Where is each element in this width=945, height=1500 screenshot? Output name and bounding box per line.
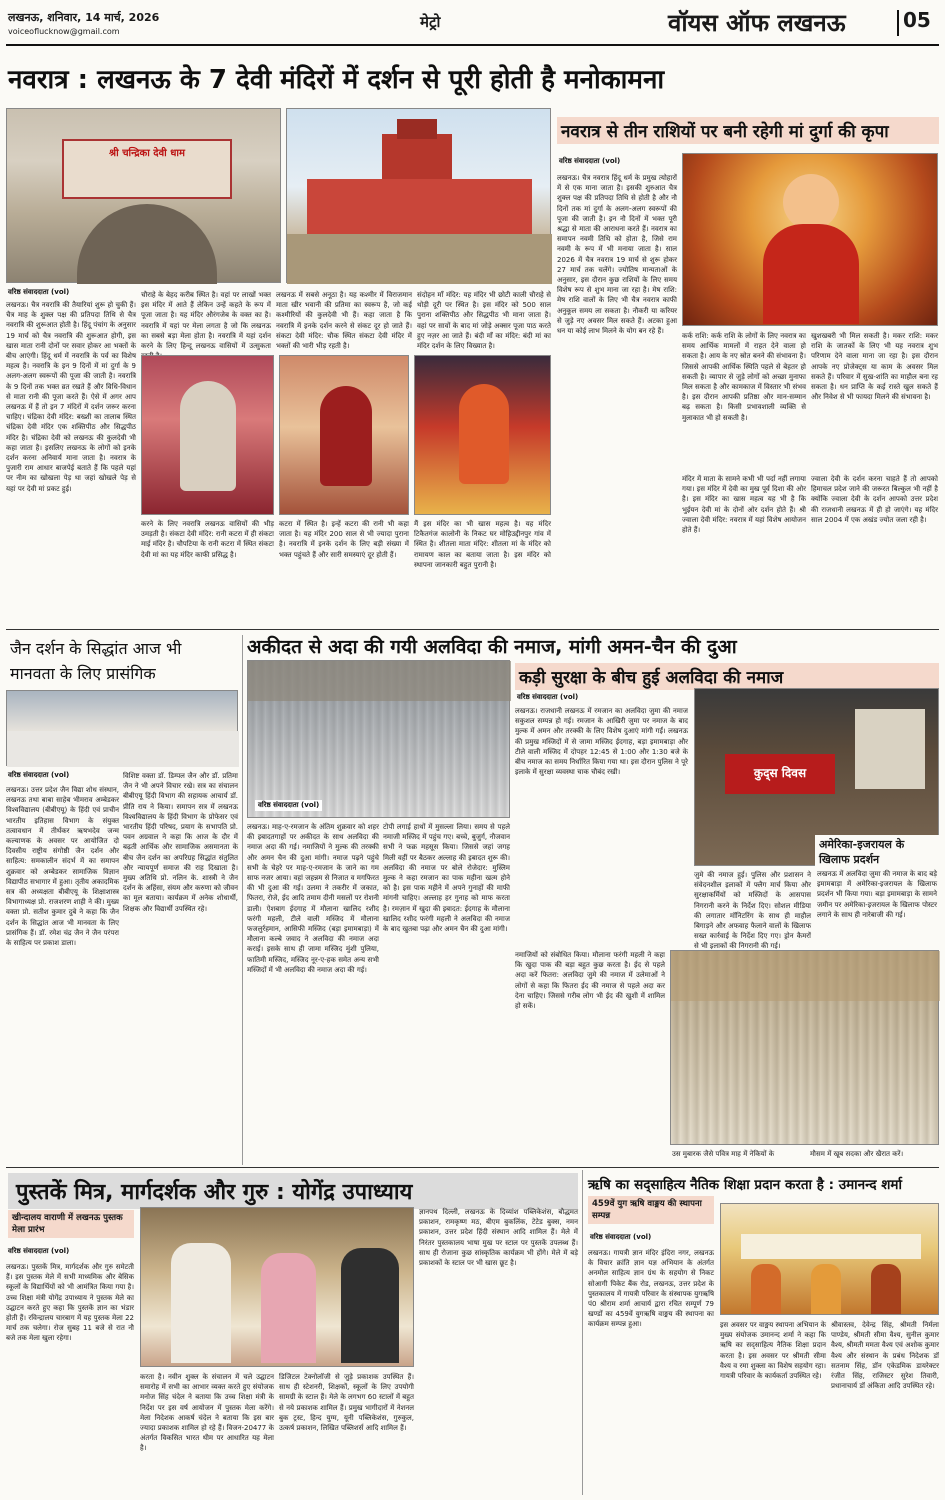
- goddess-photo-1: [141, 355, 274, 515]
- durga-col2b: मंदिर में माता के सामने कभी भी पर्दा नहीं लगाया गया। इस मंदिर में देवी का मुख पूर्व दिशा की ओर है। इस मंदिर का खास महत्व यह भी है कि भुईयन देवी मां के दोनों ओर दर्शन होते हैं। श्री ज्वाला देवी मंदिर: नवरात्र में यहां विशेष आयोजन होते हैं।: [682, 475, 806, 535]
- rishi-col1: लखनऊ। गायत्री ज्ञान मंदिर इंदिरा नगर, लखनऊ के विचार क्रांति ज्ञान यज्ञ अभियान के अंतर्गत अनमोल साहित्य ज्ञान ग्रंथ के सहयोग से निकट सोआगी पिकेट बैंक रोड, लखनऊ, उत्तर प्रदेश के पुस्तकालय में गायत्री परिवार के संस्थापक युगऋषि पं0 श्रीराम शर्मा आचार्य द्वारा रचित सम्पूर्ण 79 खण्डों का 459वें युगऋषि वाङ्मय की स्थापना का कार्यक्रम सम्पन्न हुआ।: [588, 1249, 714, 1329]
- dateline: लखनऊ, शनिवार, 14 मार्च, 2026: [8, 11, 160, 24]
- lead-col3: लखनऊ में सबसे अनूठा है। यह कश्मीर में विराजमान माता खीर भवानी की प्रतिमा का स्वरूप है, जो कई कश्मीरियों की कुलदेवी भी हैं। कहा जाता है कि नवरात्रि में इनके दर्शन करने से संकट दूर हो जाते हैं। संकटा देवी मंदिर: चौक स्थित संकटा देवी मंदिर में भक्तों की भारी भीड़ रहती है।: [276, 291, 412, 351]
- alvida-col1: लखनऊ। माह-ए-रमजान के अंतिम शुक्रवार को शहर की इबादतगाहों पर अकीदत के साथ अलविदा की नमाज अदा की गई। नमाजियों ने मुल्क की तरक्की और अमन चैन की दुआ मांगी। नमाज पढ़ने पहुंचे सभी के चेहरे पर माह-ए-रमजान के जाने का गम साफ नजर आया। वहां जहन्नम से निजात व मगफिरत की भी दुआ की गई। उलमा ने तकरीर में जकात, फितरा, रोजे, ईद आदि तमाम दीनी मसलों पर रोशनी डाली। ऐशबाग ईदगाह में मौलाना खालिद रशीद फरंगी महली, टीले वाली मस्जिद में मौलाना फजलुर्रहमान, आसिफी मस्जिद (बड़ा इमामबाड़ा) में मौलाना कल्बे जवाद ने अलविदा की नमाज अदा कराई। इसके साथ ही जामा मस्जिद मुंशी पुलिया, फातिमी मस्जिद, मस्जिद नूर-ए-हक समेत अन्य सभी मस्जिदों में भी अलविदा की नमाज अदा की गई।: [247, 823, 379, 974]
- jain-byline: वरिष्ठ संवाददाता (vol): [8, 771, 70, 779]
- book-fair-photo: [140, 1207, 414, 1367]
- divider-2: [6, 1167, 939, 1168]
- rishi-col2: इस अवसर पर वाङ्मय स्थापना अभियान के मुख्य संयोजक उमानन्द शर्मा ने कहा कि ऋषि का सद्साहित्य नैतिक शिक्षा प्रदान करता है। इस अवसर पर श्रीमती सीमा वैश्य व रमा शुक्ला का विशेष सहयोग रहा। गायत्री परिवार के कार्यकर्ता उपस्थित रहे।: [720, 1321, 826, 1381]
- lead-col4: संदोहन माँ मंदिर: यह मंदिर भी छोटी काली चौराहे से थोड़ी दूरी पर स्थित है। इस मंदिर को 500 साल पुराना शक्तिपीठ और सिद्धपीठ भी माना जाता है। वहां पर सावों के बाद मां जोड़े अक्सर पूजा पाठ करते हुए नज़र आ जाते हैं। बंदी माँ का मंदिर: बंदी मां का मंदिर दर्शन के लिए विख्यात है।: [417, 291, 551, 351]
- lead-col3b: कटरा में स्थित है। इन्हें कटरा की रानी भी कहा जाता है। यह मंदिर 200 साल से भी ज्यादा पुराना है। नवरात्रि में इनके दर्शन के लिए बड़ी संख्या में भक्त पहुंचते हैं और सारी समस्याएं दूर होती हैं।: [279, 520, 409, 559]
- durga-headline: नवरात्र से तीन राशियों पर बनी रहेगी मां दुर्गा की कृपा: [557, 117, 939, 144]
- inset-box: [815, 835, 939, 946]
- protest-placard: कुद्स दिवस: [753, 766, 807, 780]
- prayer-crowd-photo: [247, 660, 510, 818]
- books-col1: लखनऊ। पुस्तकें मित्र, मार्गदर्शक और गुरु समेटती हैं। इस पुस्तक मेले में सभी माध्यमिक और बेसिक स्कूलों के विद्यार्थियों को भी आमंत्रित किया गया है। उच्च शिक्षा मंत्री योगेंद्र उपाध्याय ने पुस्तक मेले का उद्घाटन करते हुए कहा कि पुस्तकें ज्ञान का भंडार होती हैं। रविन्द्रालय चारबाग में यह पुस्तक मेला 22 मार्च तक चलेगा। रोज सुबह 11 बजे से रात नौ बजे तक मेला खुला रहेगा।: [6, 1263, 134, 1343]
- page-number: 05: [903, 8, 931, 32]
- security-headline: कड़ी सुरक्षा के बीच हुई अलविदा की नमाज: [515, 663, 939, 690]
- lead-headline: नवरात्र : लखनऊ के 7 देवी मंदिरों में दर्शन से पूरी होती है मनोकामना: [8, 65, 665, 95]
- temple-gate-photo: [6, 108, 281, 283]
- divider-jain: [242, 635, 243, 1165]
- jain-col1: लखनऊ। उत्तर प्रदेश जैन विद्या शोध संस्थान, लखनऊ तथा बाबा साहेब भीमराव अम्बेडकर विश्वविद्यालय (बीबीएयू) के हिंदी एवं प्राचीन भारतीय इतिहास विभाग के संयुक्त तत्वावधान में तीर्थंकर ऋषभदेव जन्म कल्याणक के अवसर पर आयोजित दो दिवसीय राष्ट्रीय संगोष्ठी जैन दर्शन और साहित्य: समकालीन संदर्भ में का समापन शुक्रवार को अम्बेडकर सामाजिक विज्ञान विद्यापीठ सभागार में हुआ। तृतीय अकादमिक सत्र की अध्यक्षता बीबीएयू के शिक्षाशास्त्र विभागाध्यक्ष प्रो. राजशरण शाही ने की। मुख्य वक्ता प्रो. सतीश कुमार दुबे ने कहा कि जैन दर्शन के सिद्धांत आज भी मानवता के लिए प्रासंगिक हैं। डॉ. रमेश चंद्र जैन ने जैन परंपरा के साहित्य पर प्रकाश डाला।: [6, 786, 119, 948]
- inset-caption: मौसम में खूब सदका और खैरात करें।: [810, 1150, 904, 1158]
- durga-col3b: ज्वाला देवी के दर्शन करना चाहते हैं तो आपको हिमाचल प्रदेश जाने की जरूरत बिल्कुल भी नहीं है क्योंकि ज्वाला देवी के दर्शन आपको उत्तर प्रदेश की राजधानी लखनऊ में ही हो जाएंगे। यह मंदिर साल 2004 में एक अखंड ज्योत जला रही है।: [811, 475, 938, 524]
- security-byline: वरिष्ठ संवाददाता (vol): [517, 693, 579, 701]
- lead-byline: वरिष्ठ संवाददाता (vol): [8, 288, 70, 296]
- page-divider: [897, 10, 899, 36]
- header: [0, 0, 945, 48]
- mosque-crowd-photo: [670, 950, 939, 1145]
- rishi-col3: श्रीवास्तव, देवेन्द्र सिंह, श्रीमती निर्मला पाण्डेय, श्रीमती सीमा वैश्य, सुनील कुमार वैश्य, श्रीमती ममता वैश्य एवं अशोक कुमार वैश्य और संस्थान के प्रबंध निदेशक डॉ सतनाम सिंह, डॉन एकेडमिक डायरेक्टर रंजीत सिंह, राजिस्टर सुरेश तिवारी, प्रधानाचार्य डॉ अंकिता आदि उपस्थित रहे।: [831, 1321, 939, 1391]
- durga-col1: लखनऊ। चैत्र नवरात्र हिंदू धर्म के प्रमुख त्योहारों में से एक माना जाता है। इसकी शुरुआत चैत्र शुक्ल पक्ष की प्रतिपदा तिथि से होती है और नौ दिनों तक मां दुर्गा के अलग-अलग स्वरूपों की पूजा की जाती है। इन नौ दिनों में भक्त पूरी श्रद्धा से माता की आराधना करते हैं। नवरात्र का समापन नवमी तिथि को होता है, जिसे राम नवमी के रूप में भी मनाया जाता है। साल 2026 में चैत्र नवरात्र 19 मार्च से शुरू होकर 27 मार्च तक चलेंगे। ज्योतिष मान्यताओं के अनुसार, इस दौरान कुछ राशियों के लिए समय विशेष रूप से शुभ माना जा रहा है। मेष राशि: मेष राशि वालों के लिए भी चैत्र नवरात्र काफी अनुकूल समय ला सकता है। नौकरी या करियर से जुड़े नए अवसर मिल सकते हैं। अटका हुआ धन या कोई लाभ मिलने के योग बन रहे हैं।: [557, 174, 677, 336]
- lead-col2b: करने के लिए नवरात्रि लखनऊ वासियों की भीड़ उमड़ती है। संकटा देवी मंदिर: रानी कटरा में ही संकटा माई मंदिर है। चौपटिया के रानी कटरा में स्थित संकटा देवी मां का यह मंदिर काफी प्रसिद्ध है।: [141, 520, 274, 559]
- durga-col3: खुशखबरी भी मिल सकती है। मकर राशि: मकर राशि के जातकों के लिए भी यह नवरात्र शुभ परिणाम देने वाला माना जा रहा है। इस दौरान आपके नए प्रोजेक्ट्स या काम के अवसर मिल सकते हैं। परिवार में सुख-शांति का माहौल बना रह सकता है। धन प्राप्ति के कई रास्ते खुल सकते हैं और निवेश से भी फायदा मिलने की संभावना है।: [811, 332, 938, 402]
- masthead: वॉयस ऑफ लखनऊ: [668, 8, 846, 37]
- jain-headline-1: जैन दर्शन के सिद्धांत आज भी: [10, 639, 182, 658]
- goddess-photo-3: [414, 355, 551, 515]
- books-col4: ज्ञानपथ दिल्ली, लखनऊ के दिव्यांश पब्लिकेशंस, बौद्धमत प्रकाशन, रामकृष्ण मठ, बीएम बुकलिंक, टेटेड बुक्स, नमन प्रकाशन, उत्तर प्रदेश हिंदी संस्थान आदि शामिल हैं। मेले में निरंतर पुस्तकालय भाषा मुख पर स्टाल पर पुस्तकें उपलब्ध हैं। साथ ही रोजाना कुछ सांस्कृतिक कार्यक्रम भी होंगे। मेले में बड़े प्रकाशकों के स्टाल पर भी खास छूट है।: [419, 1208, 578, 1268]
- books-col2: करता है। नवीन शुक्ल के संचालन में चले उद्घाटन समारोह में सभी का आभार व्यक्त करते हुए संयोजक मनोज सिंह चंदेल ने बताया कि उच्च शिक्षा मंत्री के निर्देश पर इस वर्ष आयोजन में पुस्तक मेला करेंगे। मेला निदेशक आकर्ष चंदेल ने बताया कि इस बार ज्यादा प्रकाशक शामिल हो रहे हैं। विजन-20477 के अंतर्गत विकसित भारत थीम पर आधारित यह मेला है।: [140, 1373, 274, 1453]
- inset-body: लखनऊ में अलविदा जुमा की नमाज के बाद बड़े इमामबाड़ा में अमेरिका-इजरायल के खिलाफ प्रदर्शन भी किया गया। बड़ा इमामबाड़ा के सामने जमीन पर अमेरिका-इजरायल के खिलाफ पोस्टर लगाने के साथ ही नारेबाजी की गई।: [817, 870, 937, 919]
- lead-col2: चौराहे के बेहद करीब स्थित है। वहां पर लाखों भक्त इस मंदिर में आते हैं लेकिन उन्हें कहते के रूप में पूजा जाता है। यह मंदिर औरंगजेब के वक्त का है। नवरात्रि में यहां पर मेला लगता है जो कि लखनऊ का सबसे बड़ा मेला होता है। नवरात्रि में यहां दर्शन करने के लिए हिन्दू लखनऊ वासियों में उत्सुकता: [141, 291, 271, 351]
- security-col2: जुमे की नमाज हुई। पुलिस और प्रशासन ने संवेदनशील इलाकों में फ्लैग मार्च किया और सुरक्षाकर्मियों को मस्जिदों के आसपास निगरानी करने के निर्देश दिए। सोशल मीडिया की लगातार मॉनिटरिंग के साथ ही माहौल बिगाड़ने और अफवाह फैलाने वालों के खिलाफ सख्त कार्रवाई के निर्देश दिए गए। ड्रोन कैमरों से भी इलाकों की निगरानी की गई।: [694, 871, 811, 951]
- lead-col1: लखनऊ। चैत्र नवरात्रि की तैयारियां शुरू हो चुकी हैं। चैत्र माह के शुक्ल पक्ष की प्रतिपदा तिथि से चैत्र नवरात्रि की शुरूआत होती है। हिंदू पंचांग के अनुसार 19 मार्च को चैत्र नवरात्रि की शुरूआत होगी, इस खास माता रानी दोनों पर सवार होकर आ भक्तों के बीच आएंगी। हिंदू धर्म में नवरात्रि के पर्व का विशेष महत्व है। नवरात्रि के इन 9 दिनों में मां दुर्गा के 9 अलग-अलग स्वरूपों की पूजा की जाती है। नवरात्रि के 9 दिनों तक भक्त व्रत रखते हैं और विधि-विधान से माता रानी की पूजा करते हैं। ऐसे में अगर आप लखनऊ में हैं तो इन 7 मंदिरों में दर्शन जरूर करना चाहिए। चंद्रिका देवी मंदिर: बख्शी का तालाब स्थित चंद्रिका देवी मंदिर एक शक्तिपीठ और सिद्धपीठ मंदिर है। चंद्रिका देवी को लखनऊ की कुलदेवी भी कहा जाता है। इसलिए लखनऊ के लोगों को इनके दर्शन करना अनिवार्य माना जाता है। नवरात्र के पुजारी राम आधार बाजपेई बताते हैं कि पहले यहां पर नीम का खोखला पेड़ था जहां खोखले पेड़ से यहां पर देवी मां प्रकट हुई।: [6, 301, 136, 493]
- security-col1: लखनऊ। राजधानी लखनऊ में रमजान का अलविदा जुमा की नमाज सकुशल सम्पन्न हो गई। रमजान के आखिरी जुमा पर नमाज के बाद मुल्क में अमन और तरक्की के लिए विशेष दुआएं मांगी गईं। लखनऊ की प्रमुख मस्जिदों में से जामा मस्जिद ईदगाह, बड़ा इमामबाड़ा और टीले वाली मस्जिद में दोपहर 12:45 से 1:00 और 1:30 बजे के बीच नमाज का समय निर्धारित किया गया था। इस दौरान पुलिस ने पूरे इलाके में सुरक्षा व्यवस्था चाक चौबंद रखी।: [515, 707, 688, 777]
- seminar-photo: [6, 690, 238, 766]
- durga-col2: कर्क राशि: कर्क राशि के लोगों के लिए नवरात्र का समय आर्थिक मामलों में राहत देने वाला हो सकता है। आय के नए स्रोत बनने की संभावना है। जिससे आपकी आर्थिक स्थिति पहले से बेहतर हो सकती है। व्यापार से जुड़े लोगों को अच्छा मुनाफा मिल सकता है और कामकाज में विस्तार भी संभव है। इस दौरान आपकी प्रतिष्ठा और मान-सम्मान बढ़ सकता है। किसी प्रभावशाली व्यक्ति से मुलाकात भी हो सकती है।: [682, 332, 806, 422]
- security-caption: उस मुबारक जैसे पवित्र माह में नेकियों के: [672, 1150, 775, 1158]
- ceremony-photo: [720, 1203, 939, 1315]
- security-col3: नमाजियों को संबोधित किया। मौलाना फरंगी महली ने कहा कि खुदा पाक की बड़ा बहुत कुछ करता है। ईद से पहले अदा करें फितरा: अलविदा जुमे की नमाज में उलेमाओं ने लोगों से कहा कि फितरा ईद की नमाज से पहले अदा कर देना चाहिए। जिससे गरीब लोग भी ईद की खुशी में शामिल हो सकें।: [515, 951, 665, 1011]
- books-headline: पुस्तकें मित्र, मार्गदर्शक और गुरु : योगेंद्र उपाध्याय: [8, 1173, 578, 1209]
- rishi-byline: वरिष्ठ संवाददाता (vol): [590, 1233, 652, 1241]
- divider-books: [582, 1170, 583, 1495]
- alvida-byline: वरिष्ठ संवाददाता (vol): [255, 800, 322, 811]
- books-kicker: खीन्दालय वाराणी में लखनऊ पुस्तक मेला प्रारंभ: [8, 1210, 134, 1238]
- inset-title-1: अमेरिका-इजरायल के: [819, 838, 905, 851]
- header-rule: [6, 44, 939, 46]
- books-col3: डिजिटल टेक्नोलॉजी से जुड़े प्रकाशक उपस्थित हैं। साथ ही स्टेशनरी, शिक्षकों, स्कूलों के लिए उपयोगी सामग्री के स्टाल हैं। मेले के लगभग 60 स्टालों में बहुत से नये प्रकाशक शामिल हैं। प्रमुख भागीदारों में नेशनल बुक ट्रस्ट, हिन्द युग्म, यूनी पब्लिकेशंस, गुरुकुल, उत्कर्ष प्रकाशन, लिखित पब्लिशर्स आदि शामिल हैं।: [279, 1373, 414, 1433]
- alvida-col2: टोपी लगाई हाथों में मुसल्ला लिया। समय से पहले नमाजी मस्जिद में पहुंच गए। बच्चे, बुजुर्ग, नौजवान सभी ने फक्र महसूस किया। जिससे जहां जगह मिली वहीं पर बैठकर अल्लाह की इबादत शुरू की। अलविदा की नमाज पर बोले रोजेदार: मुस्लिम मुल्क ने कहा रमजान का पाक महीना खत्म होने को है। इस पाक महीने में अपने गुनाहों की माफी मांगनी चाहिए। अल्लाह हर गुनाह को माफ करता है। रमज़ान में खुदा की इबादत: ईदगाह के मौलाना खालिद रशीद फरंगी महली ने अलविदा की नमाज के बाद खुतबा पढ़ा और अमन चैन की दुआ मांगी।: [383, 823, 510, 934]
- rishi-headline: ऋषि का सद्साहित्य नैतिक शिक्षा प्रदान करता है : उमानन्द शर्मा: [588, 1177, 902, 1193]
- contact-email: voiceoflucknow@gmail.com: [8, 27, 120, 36]
- durga-byline: वरिष्ठ संवाददाता (vol): [559, 157, 621, 165]
- alvida-headline: अकीदत से अदा की गयी अलविदा की नमाज, मांगी अमन-चैन की दुआ: [247, 636, 737, 658]
- section-name: मेट्रो: [420, 13, 441, 31]
- jain-headline-2: मानवता के लिए प्रासंगिक: [10, 664, 156, 683]
- goddess-photo-2: [279, 355, 409, 515]
- books-byline: वरिष्ठ संवाददाता (vol): [8, 1247, 70, 1255]
- divider-1: [6, 629, 939, 630]
- lead-col4b: मैं इस मंदिर का भी खास महत्व है। यह मंदिर टिकैतगंज कालोनी के निकट घर मोहिउद्दीनपुर गांव में स्थित है। शीतला माता मंदिर: शीतला मां के मंदिर को रामायण काल का बताया जाता है। इस मंदिर को स्थापना जानकारी बहुत पुरानी है।: [414, 520, 551, 569]
- inset-title-2: खिलाफ प्रदर्शन: [819, 853, 880, 866]
- temple-sign: श्री चन्द्रिका देवी धाम: [109, 148, 185, 159]
- rishi-kicker: 459वें युग ऋषि वाङ्मय की स्थापना सम्पन्न: [588, 1196, 714, 1224]
- durga-idol-photo: [682, 153, 938, 326]
- jain-col2: विशिष्ट वक्ता डॉ. डिम्पल जैन और डॉ. प्रतिमा जैन ने भी अपने विचार रखे। सत्र का संचालन बीबीएयू हिंदी विभाग की सहायक आचार्य डॉ. प्रीति राय ने किया। समापन सत्र में लखनऊ विश्वविद्यालय के हिंदी विभाग के प्रोफेसर एवं भारतीय हिंदी परिषद, प्रयाग के सभापति प्रो. पवन अग्रवाल ने कहा कि आज के दौर में बढ़ती आर्थिक और सामाजिक असमानता के बीच जैन दर्शन का अपरिग्रह सिद्धांत संतुलित और न्यायपूर्ण समाज की राह दिखाता है। मुख्य अतिथि प्रो. नलिन के. शास्त्री ने जैन दर्शन के अहिंसा, संयम और करुणा को जीवन का मूल बताया। कार्यक्रम में अनेक शोधार्थी, शिक्षक और विद्यार्थी उपस्थित रहे।: [123, 772, 238, 913]
- red-temple-photo: [286, 108, 551, 283]
